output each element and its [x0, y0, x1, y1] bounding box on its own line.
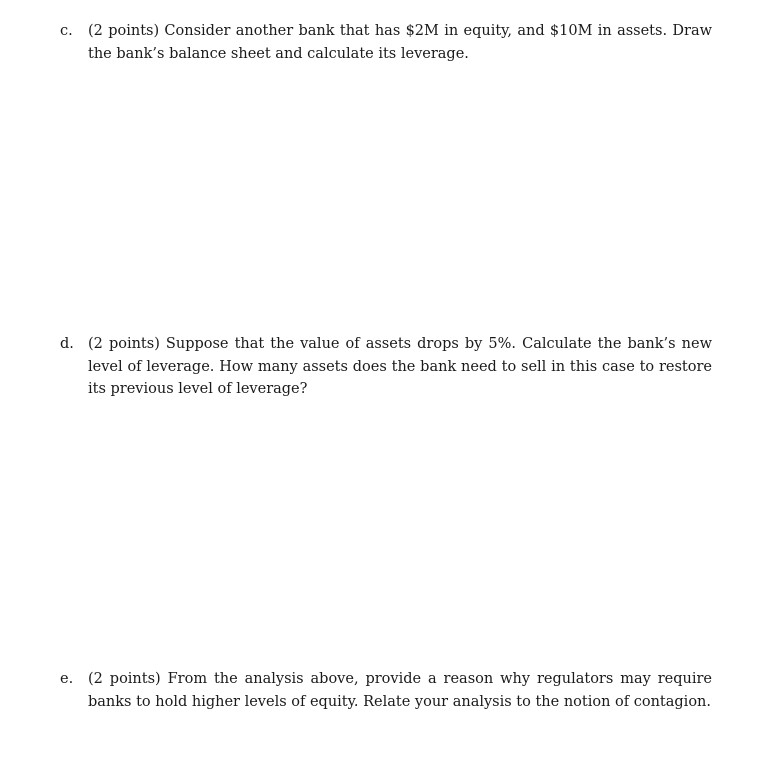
question-text: (2 points) Suppose that the value of assets drops by 5%. Calculate the bank’s new level of leverage. How many assets does the bank need to sell in this case to restore its previous level of leverage?	[88, 336, 712, 397]
question-d	[60, 333, 712, 401]
question-letter: d.	[60, 336, 74, 352]
question-letter: c.	[60, 23, 73, 39]
question-letter: e.	[60, 671, 74, 687]
question-text: (2 points) From the analysis above, provide a reason why regulators may require banks to hold higher levels of equity. Relate your analysis to the notion of contagion.	[88, 671, 712, 710]
question-e	[60, 668, 712, 713]
question-c	[60, 20, 712, 65]
question-text: (2 points) Consider another bank that has $2M in equity, and $10M in assets. Draw the bank’s balance sheet and calculate its leverage.	[88, 23, 712, 62]
